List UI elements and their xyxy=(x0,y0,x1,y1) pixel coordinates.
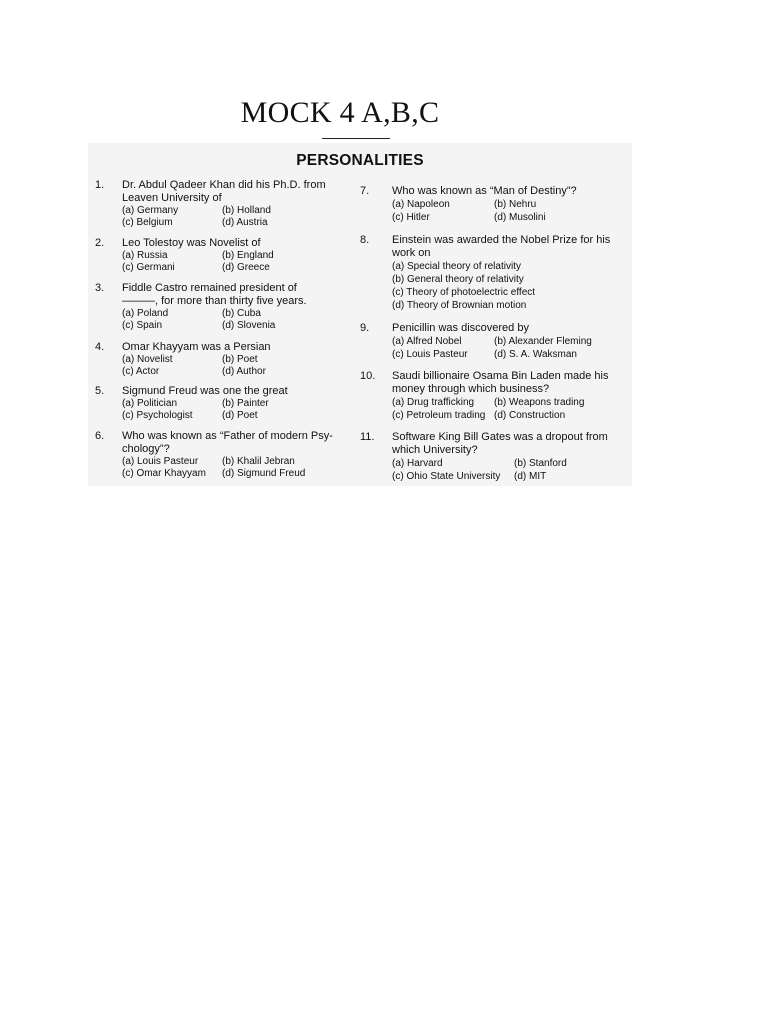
option-a: (a) Politician xyxy=(122,398,178,409)
page-title: MOCK 4 A,B,C xyxy=(240,96,440,129)
question-number: 3. xyxy=(95,282,105,294)
question-7 xyxy=(360,185,622,225)
stem-line: Who was known as “Father of modern Psy- xyxy=(122,430,333,442)
option-d: (d) Slovenia xyxy=(222,320,276,331)
question-9 xyxy=(360,322,622,362)
option-a: (a) Novelist xyxy=(122,354,173,365)
stem-line: Software King Bill Gates was a dropout from xyxy=(392,431,608,443)
stem-line: work on xyxy=(392,246,431,259)
option-b: (b) Holland xyxy=(222,205,271,216)
option-a: (a) Special theory of relativity xyxy=(392,261,521,272)
option-d: (d) S. A. Waksman xyxy=(494,349,577,360)
stem-line: Fiddle Castro remained president of xyxy=(122,282,297,294)
section-heading: PERSONALITIES xyxy=(296,152,424,169)
option-a: (a) Harvard xyxy=(392,458,443,469)
option-c: (c) Omar Khayyam xyxy=(122,468,206,479)
option-a: (a) Drug trafficking xyxy=(392,397,475,408)
option-b: (b) Weapons trading xyxy=(494,397,585,408)
question-number: 11. xyxy=(360,431,375,443)
question-4 xyxy=(95,341,357,381)
option-c: (c) Belgium xyxy=(122,217,173,228)
option-d: (d) MIT xyxy=(514,471,547,482)
question-stem xyxy=(392,370,622,395)
stem-line: Leo Tolestoy was Novelist of xyxy=(122,237,261,249)
option-a: (a) Alfred Nobel xyxy=(392,336,462,347)
question-5 xyxy=(95,385,357,425)
question-stem xyxy=(122,237,357,250)
option-c: (c) Psychologist xyxy=(122,410,193,421)
option-b: (b) General theory of relativity xyxy=(392,274,524,285)
question-2 xyxy=(95,237,357,277)
question-10 xyxy=(360,370,622,422)
question-number: 6. xyxy=(95,430,105,442)
question-number: 1. xyxy=(95,179,105,191)
question-stem xyxy=(392,234,622,259)
stem-line: which University? xyxy=(392,443,478,456)
option-b: (b) England xyxy=(222,250,274,261)
question-stem xyxy=(122,282,357,307)
question-number: 8. xyxy=(360,234,370,246)
option-b: (b) Alexander Fleming xyxy=(494,336,592,347)
option-c: (c) Spain xyxy=(122,320,163,331)
option-b: (b) Stanford xyxy=(514,458,567,469)
question-stem xyxy=(122,430,357,455)
option-a: (a) Germany xyxy=(122,205,179,216)
question-8 xyxy=(360,234,622,314)
option-d: (d) Greece xyxy=(222,262,270,273)
option-d: (d) Sigmund Freud xyxy=(222,468,306,479)
option-d: (d) Construction xyxy=(494,410,566,421)
question-stem xyxy=(392,322,622,335)
option-c: (c) Louis Pasteur xyxy=(392,349,468,360)
question-number: 9. xyxy=(360,322,370,334)
question-stem xyxy=(392,185,622,198)
option-a: (a) Russia xyxy=(122,250,168,261)
title-underline xyxy=(322,138,390,139)
stem-line: Sigmund Freud was one the great xyxy=(122,385,288,397)
question-3 xyxy=(95,282,357,334)
stem-line: Penicillin was discovered by xyxy=(392,322,529,334)
question-stem xyxy=(122,341,357,354)
option-a: (a) Napoleon xyxy=(392,199,450,210)
option-b: (b) Khalil Jebran xyxy=(222,456,295,467)
stem-line: Einstein was awarded the Nobel Prize for his xyxy=(392,234,611,246)
scanned-question-sheet xyxy=(88,143,632,486)
question-number: 4. xyxy=(95,341,105,353)
option-d: (d) Austria xyxy=(222,217,268,228)
option-c: (c) Ohio State University xyxy=(392,471,501,482)
question-6 xyxy=(95,430,357,482)
question-stem xyxy=(122,179,357,204)
option-c: (c) Germani xyxy=(122,262,175,273)
stem-line: Dr. Abdul Qadeer Khan did his Ph.D. from xyxy=(122,179,326,191)
option-c: (c) Theory of photoelectric effect xyxy=(392,287,536,298)
stem-line: money through which business? xyxy=(392,382,550,395)
option-a: (a) Louis Pasteur xyxy=(122,456,199,467)
stem-line: ———, for more than thirty five years. xyxy=(122,294,307,307)
question-stem xyxy=(122,385,357,398)
option-d: (d) Poet xyxy=(222,410,258,421)
option-b: (b) Painter xyxy=(222,398,269,409)
option-b: (b) Poet xyxy=(222,354,258,365)
stem-line: Omar Khayyam was a Persian xyxy=(122,341,271,353)
stem-line: Leaven University of xyxy=(122,191,222,204)
option-b: (b) Nehru xyxy=(494,199,537,210)
question-1 xyxy=(95,179,357,231)
option-c: (c) Actor xyxy=(122,366,160,377)
question-number: 7. xyxy=(360,185,370,197)
option-d: (d) Theory of Brownian motion xyxy=(392,300,527,311)
question-number: 10. xyxy=(360,370,376,382)
option-d: (d) Musolini xyxy=(494,212,546,223)
option-a: (a) Poland xyxy=(122,308,169,319)
question-number: 2. xyxy=(95,237,105,249)
stem-line: Who was known as “Man of Destiny”? xyxy=(392,185,577,197)
option-c: (c) Petroleum trading xyxy=(392,410,486,421)
option-b: (b) Cuba xyxy=(222,308,261,319)
question-11 xyxy=(360,431,622,483)
stem-line: Saudi billionaire Osama Bin Laden made his xyxy=(392,370,609,382)
option-d: (d) Author xyxy=(222,366,266,377)
question-number: 5. xyxy=(95,385,105,397)
stem-line: chology”? xyxy=(122,442,170,455)
question-stem xyxy=(392,431,622,456)
option-c: (c) Hitler xyxy=(392,212,430,223)
